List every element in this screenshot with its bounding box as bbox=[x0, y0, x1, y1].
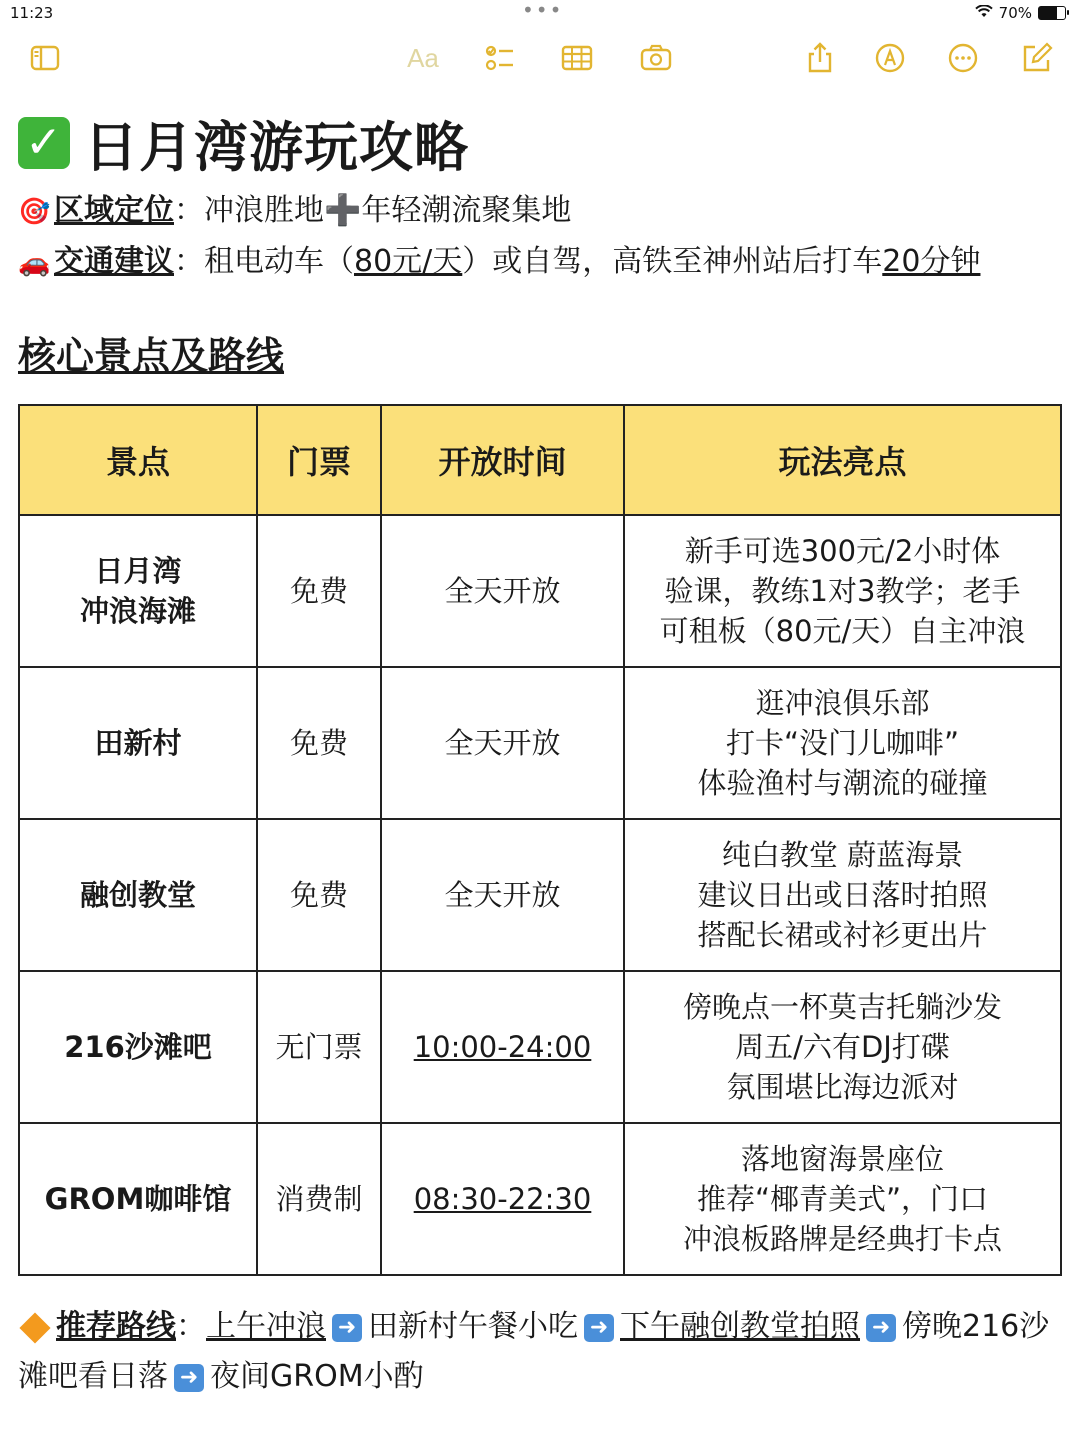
status-time: 11:23 bbox=[10, 4, 54, 22]
highlight-line: 氛围堪比海边派对 bbox=[726, 1070, 959, 1104]
share-icon[interactable] bbox=[800, 38, 840, 78]
sidebar-toggle-icon[interactable] bbox=[25, 38, 65, 78]
header-cell: 门票 bbox=[257, 405, 381, 515]
highlight-line: 傍晚点一杯莫吉托躺沙发 bbox=[682, 990, 1002, 1024]
highlight-line: 落地窗海景座位 bbox=[740, 1142, 944, 1176]
car-icon: 🚗 bbox=[18, 248, 51, 278]
spot-name-cell bbox=[19, 667, 257, 819]
table-row bbox=[19, 667, 1061, 819]
hours-cell: 全天开放 bbox=[381, 819, 624, 971]
highlight-line: 推荐“椰青美式”，门口 bbox=[696, 1182, 989, 1216]
table-row bbox=[19, 819, 1061, 971]
header-cell: 开放时间 bbox=[381, 405, 624, 515]
route-step: 下午融创教堂拍照 bbox=[620, 1309, 860, 1344]
spot-name: GROM咖啡馆 bbox=[44, 1182, 232, 1216]
right-arrow-icon: ➜ bbox=[584, 1314, 614, 1342]
header-cell: 景点 bbox=[19, 405, 257, 515]
info-text-area: ：冲浪胜地➕年轻潮流聚集地 bbox=[174, 193, 572, 228]
highlight-line: 可租板（80元/天）自主冲浪 bbox=[659, 614, 1026, 648]
spot-name: 融创教堂 bbox=[79, 878, 196, 912]
ticket-cell: 无门票 bbox=[257, 971, 381, 1123]
battery-icon bbox=[1038, 6, 1066, 20]
format-text-button[interactable]: Aa bbox=[407, 42, 439, 73]
spot-name: 日月湾 bbox=[94, 554, 182, 588]
highlight-line: 体验渔村与潮流的碰撞 bbox=[697, 766, 988, 800]
highlight-line: 逛冲浪俱乐部 bbox=[755, 686, 930, 720]
route-step: 上午冲浪 bbox=[206, 1309, 326, 1344]
info-text-part: 80元/天 bbox=[354, 244, 463, 279]
spot-name-cell bbox=[19, 819, 257, 971]
note-title-row bbox=[18, 100, 1062, 186]
route-step: 夜间GROM小酌 bbox=[210, 1359, 424, 1394]
ticket-cell: 免费 bbox=[257, 819, 381, 971]
checklist-icon[interactable] bbox=[480, 38, 520, 78]
more-options-icon[interactable] bbox=[943, 38, 983, 78]
table-header-row bbox=[19, 405, 1061, 515]
attractions-table[interactable] bbox=[18, 404, 1062, 1276]
highlight-cell bbox=[624, 819, 1061, 971]
highlight-line: 冲浪板路牌是经典打卡点 bbox=[682, 1222, 1002, 1256]
note-body[interactable] bbox=[18, 100, 1062, 1402]
route-colon: ： bbox=[176, 1309, 206, 1344]
hours-cell: 全天开放 bbox=[381, 515, 624, 667]
highlight-cell bbox=[624, 971, 1061, 1123]
info-label-transport: 交通建议 bbox=[54, 244, 174, 279]
target-icon: 🎯 bbox=[18, 197, 51, 227]
check-mark-icon: ✓ bbox=[18, 117, 70, 169]
spot-name: 田新村 bbox=[94, 726, 182, 760]
info-line-area bbox=[18, 186, 1062, 237]
compose-icon[interactable] bbox=[1016, 38, 1056, 78]
info-text-part: ：租电动车（ bbox=[174, 244, 354, 279]
highlight-line: 新手可选300元/2小时体 bbox=[684, 534, 1001, 568]
highlight-cell bbox=[624, 1123, 1061, 1275]
right-arrow-icon: ➜ bbox=[174, 1364, 204, 1392]
spot-name-cell bbox=[19, 515, 257, 667]
table-row bbox=[19, 971, 1061, 1123]
table-icon[interactable] bbox=[557, 38, 597, 78]
route-label: 推荐路线 bbox=[56, 1309, 176, 1344]
highlight-line: 验课，教练1对3教学；老手 bbox=[664, 574, 1021, 608]
info-text-part: 20分钟 bbox=[882, 244, 981, 279]
highlight-line: 周五/六有DJ打碟 bbox=[735, 1030, 950, 1064]
highlight-line: 搭配长裙或衬衫更出片 bbox=[697, 918, 988, 952]
header-cell: 玩法亮点 bbox=[624, 405, 1061, 515]
route-step: 傍晚216沙滩吧看日落 bbox=[18, 1309, 1050, 1394]
camera-icon[interactable] bbox=[636, 38, 676, 78]
orange-diamond-icon bbox=[19, 1312, 50, 1343]
highlight-line: 建议日出或日落时拍照 bbox=[697, 878, 988, 912]
hours-cell: 全天开放 bbox=[381, 667, 624, 819]
info-line-transport bbox=[18, 237, 1062, 288]
spot-name: 冲浪海滩 bbox=[79, 594, 196, 628]
right-arrow-icon: ➜ bbox=[332, 1314, 362, 1342]
highlight-line: 打卡“没门儿咖啡” bbox=[725, 726, 960, 760]
recommended-route bbox=[18, 1302, 1058, 1402]
notes-toolbar bbox=[0, 38, 1080, 82]
spot-name: 216沙滩吧 bbox=[64, 1030, 212, 1064]
hours-cell: 10:00-24:00 bbox=[381, 971, 624, 1123]
right-arrow-icon: ➜ bbox=[866, 1314, 896, 1342]
table-row bbox=[19, 515, 1061, 667]
wifi-icon bbox=[975, 5, 993, 22]
info-text-part: ）或自驾，高铁至神州站后打车 bbox=[462, 244, 883, 279]
highlight-cell bbox=[624, 667, 1061, 819]
route-step: 田新村午餐小吃 bbox=[368, 1309, 578, 1344]
hours-cell: 08:30-22:30 bbox=[381, 1123, 624, 1275]
markup-pen-icon[interactable] bbox=[870, 38, 910, 78]
note-title: 日月湾游玩攻略 bbox=[84, 115, 469, 179]
spot-name-cell bbox=[19, 971, 257, 1123]
spot-name-cell bbox=[19, 1123, 257, 1275]
info-label-area: 区域定位 bbox=[54, 193, 174, 228]
ticket-cell: 免费 bbox=[257, 667, 381, 819]
status-bar bbox=[0, 0, 1080, 28]
battery-percent: 70% bbox=[998, 4, 1032, 22]
multitasking-dots[interactable]: ••• bbox=[522, 0, 564, 22]
ticket-cell: 免费 bbox=[257, 515, 381, 667]
highlight-line: 纯白教堂 蔚蓝海景 bbox=[721, 838, 964, 872]
highlight-cell bbox=[624, 515, 1061, 667]
section-title: 核心景点及路线 bbox=[18, 334, 285, 378]
table-row bbox=[19, 1123, 1061, 1275]
ticket-cell: 消费制 bbox=[257, 1123, 381, 1275]
